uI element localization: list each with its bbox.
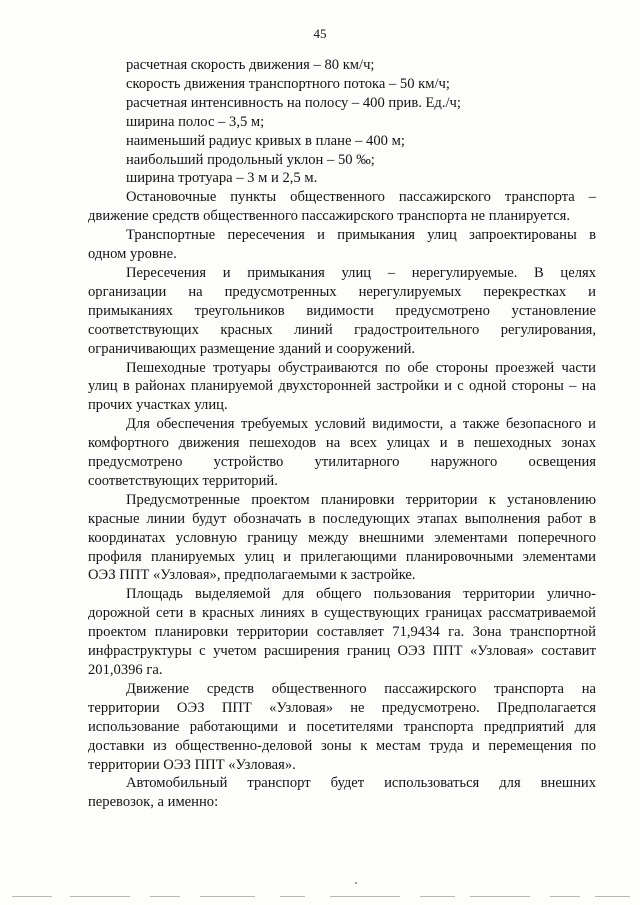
text-line: профиля планируемых улиц и прилегающими планировочными элементами — [88, 548, 596, 565]
text-line: прочих участках улиц. — [88, 397, 228, 414]
text-line: использование работающими и посетителями транспорта предприятий для — [88, 718, 596, 735]
body-text — [88, 56, 596, 812]
text-line: Транспортные пересечения и примыкания улиц запроектированы в — [126, 227, 596, 244]
text-line: координатах условную границу между внешними элементами поперечного — [88, 529, 596, 546]
scan-artifact — [12, 896, 52, 897]
text-line: расчетная скорость движения – 80 км/ч; — [126, 57, 375, 73]
text-line: территории ОЭЗ ППТ «Узловая» не предусмотрено. Предполагается — [88, 699, 596, 716]
text-line: Для обеспечения требуемых условий видимости, а также безопасного и — [126, 416, 596, 433]
text-line: Движение средств общественного пассажирского транспорта на — [126, 680, 596, 697]
text-line: ОЭЗ ППТ «Узловая», предполагаемыми к застройке. — [88, 567, 416, 584]
text-line: расчетная интенсивность на полосу – 400 прив. Ед./ч; — [126, 94, 461, 111]
text-line: улиц в районах планируемой двухсторонней застройки и с одной стороны – на — [88, 378, 596, 395]
text-line: наименьший радиус кривых в плане – 400 м; — [126, 132, 405, 149]
scan-artifact-strip — [0, 880, 640, 905]
text-line: проектом планировки территории составляет 71,9434 га. Зона транспортной — [88, 624, 596, 641]
text-line: ширина полос – 3,5 м; — [126, 113, 265, 130]
scan-artifact — [280, 896, 305, 897]
text-line: ширина тротуара – 3 м и 2,5 м. — [126, 170, 318, 187]
text-line: перевозок, а именно: — [88, 794, 219, 811]
text-line: территории ОЭЗ ППТ «Узловая». — [88, 756, 296, 773]
text-line: дорожной сети в красных линиях в существующих границах рассматриваемой — [88, 605, 596, 622]
text-line: движение средств общественного пассажирского транспорта не планируется. — [88, 208, 571, 225]
text-line: Остановочные пункты общественного пассажирского транспорта – — [126, 189, 596, 206]
text-line: предусмотрено устройство утилитарного наружного освещения — [88, 454, 596, 471]
scan-artifact — [70, 896, 130, 897]
text-line: Пересечения и примыкания улиц – нерегулируемые. В целях — [126, 264, 596, 281]
text-line: инфраструктуры с учетом расширения границ ОЭЗ ППТ «Узловая» составит — [88, 643, 596, 660]
text-line: Автомобильный транспорт будет использоваться для внешних — [126, 775, 596, 792]
text-line: красные линии будут обозначать в последующих этапах выполнения работ в — [88, 510, 596, 527]
text-line: одном уровне. — [88, 246, 177, 263]
scan-artifact — [200, 896, 255, 897]
text-line: доставки из общественно-деловой зоны к местам труда и перемещения по — [88, 737, 596, 754]
scan-artifact — [150, 896, 180, 897]
scan-artifact — [355, 882, 357, 884]
text-line: Площадь выделяемой для общего пользования территории улично- — [126, 586, 596, 603]
scan-artifact — [420, 896, 455, 897]
scan-artifact — [470, 896, 530, 897]
text-line: ограничивающих размещение зданий и сооружений. — [88, 340, 416, 357]
text-line: 201,0396 га. — [88, 662, 163, 678]
text-line: Пешеходные тротуары обустраиваются по обе стороны проезжей части — [126, 359, 596, 376]
text-line: скорость движения транспортного потока – 50 км/ч; — [126, 75, 450, 92]
text-line: соответствующих красных линий градостроительного регулирования, — [88, 321, 596, 338]
text-line: примыканиях треугольников видимости предусмотрено установление — [88, 302, 596, 319]
scan-artifact — [595, 896, 630, 897]
text-line: комфортного движения пешеходов на всех улицах и в пешеходных зонах — [88, 435, 596, 452]
text-line: Предусмотренные проектом планировки территории к установлению — [126, 491, 596, 508]
text-line: наибольший продольный уклон – 50 ‰; — [126, 151, 375, 168]
scan-artifact — [330, 896, 400, 897]
text-line: организации на предусмотренных нерегулируемых перекрестках и — [88, 283, 596, 300]
scan-artifact — [550, 896, 580, 897]
page-number: 45 — [313, 26, 327, 41]
text-line: соответствующих территорий. — [88, 472, 278, 489]
